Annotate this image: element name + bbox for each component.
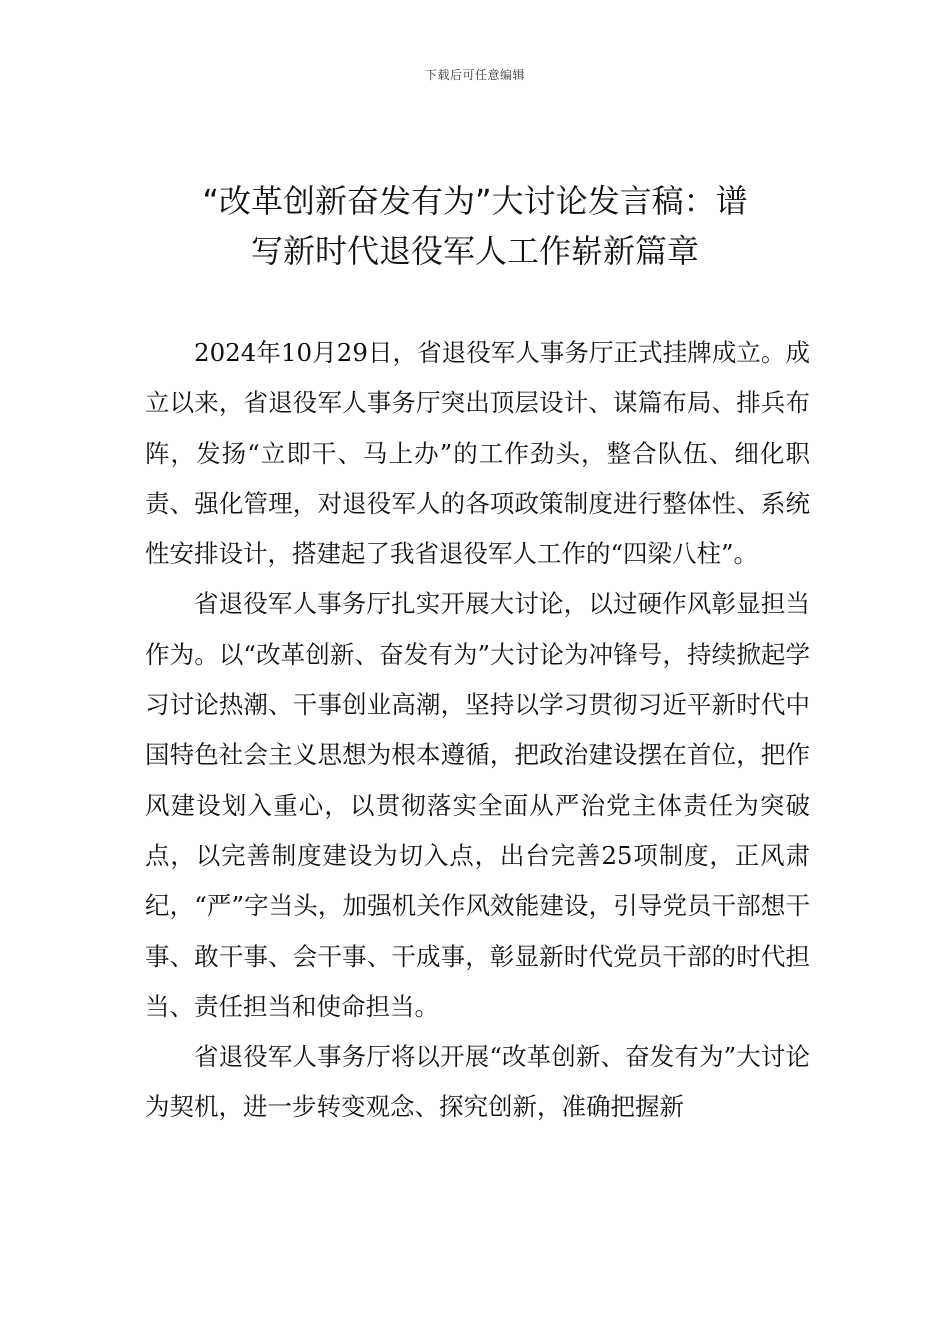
paragraph-2: 省退役军人事务厅扎实开展大讨论，以过硬作风彰显担当作为。以“改革创新、奋发有为”大讨论为冲锋号，持续掀起学习讨论热潮、干事创业高潮，坚持以学习贯彻习近平新时代中国特色社会主义思想为根本遵循，把政治建设摆在首位，把作风建设划入重心，以贯彻落实全面从严治党主体责任为突破点，以完善制度建设为切入点，出台完善25项制度，正风肃纪，“严”字当头，加强机关作风效能建设，引导党员干部想干事、敢干事、会干事、干成事，彰显新时代党员干部的时代担当、责任担当和使命担当。	[145, 589, 810, 1021]
title-line-2: 写新时代退役军人工作崭新篇章	[250, 232, 699, 270]
title-line-1: “改革创新奋发有为”大讨论发言稿：谱	[202, 182, 748, 220]
paragraph-3: 省退役军人事务厅将以开展“改革创新、奋发有为”大讨论为契机，进一步转变观念、探究创新，准确把握新	[145, 1042, 810, 1122]
document-body	[145, 328, 810, 1133]
paragraph-1: 2024年10月29日，省退役军人事务厅正式挂牌成立。成立以来，省退役军人事务厅突出顶层设计、谋篇布局、排兵布阵，发扬“立即干、马上办”的工作劲头，整合队伍、细化职责、强化管理，对退役军人的各项政策制度进行整体性、系统性安排设计，搭建起了我省退役军人工作的“四梁八柱”。	[145, 338, 810, 569]
header-note: 下载后可任意编辑	[424, 68, 525, 82]
page-title	[120, 176, 830, 276]
